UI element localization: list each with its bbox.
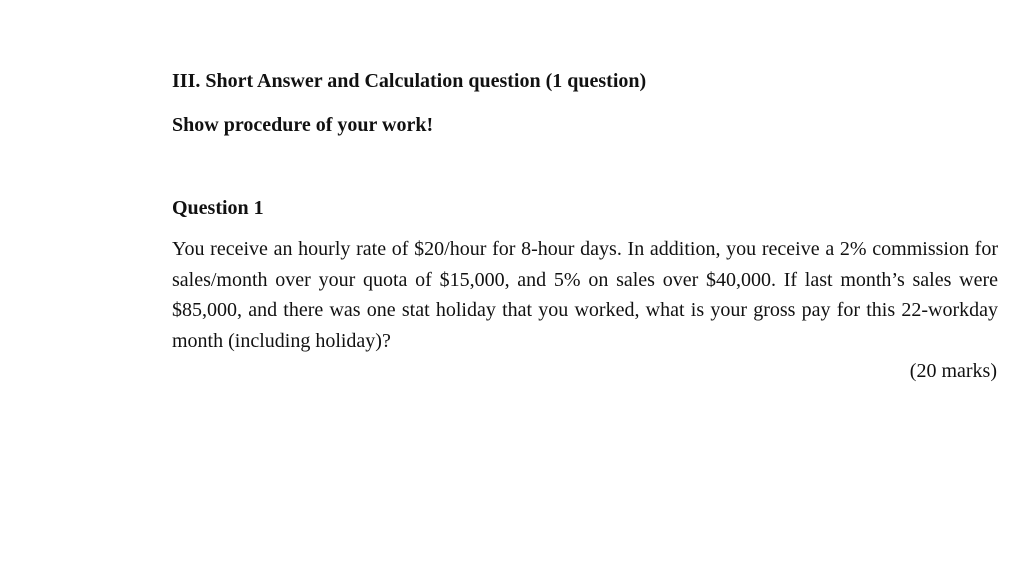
question-title: Question 1 [172,197,264,219]
instruction-text: Show procedure of your work! [172,114,434,136]
question-body: You receive an hourly rate of $20/hour for 8-hour days. In addition, you receive a 2% commission for sales/month over your quota of $15,000, and 5% on sales over $40,000. If last month’s sales were $85,000, and there was one stat holiday that you worked, what is your gross pay for this 22-workday month (including holiday)? [172,238,998,352]
section-heading: III. Short Answer and Calculation question (1 question) [172,70,647,92]
question-marks: (20 marks) [909,360,997,382]
